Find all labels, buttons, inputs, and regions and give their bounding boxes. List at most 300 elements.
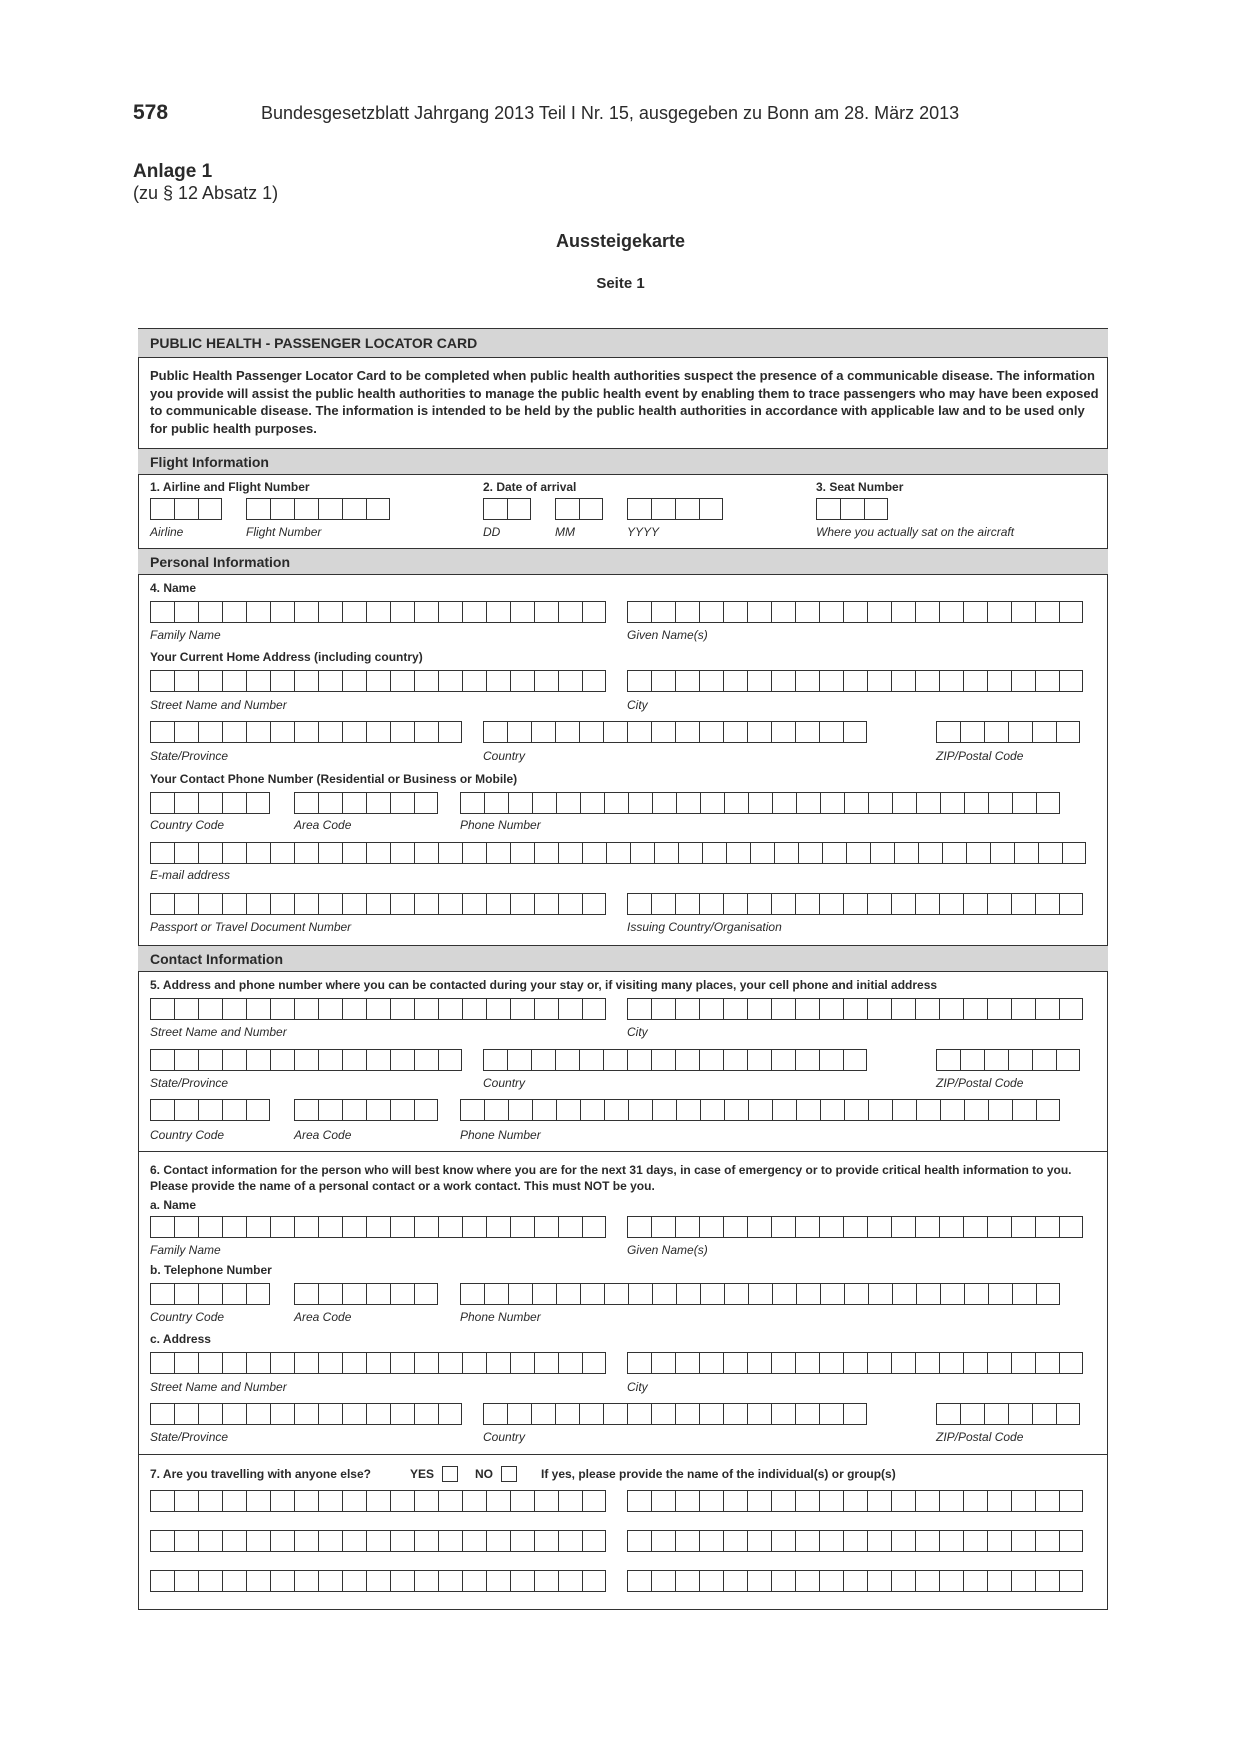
character-box[interactable] xyxy=(294,792,318,814)
character-box[interactable] xyxy=(651,1352,675,1374)
character-box[interactable] xyxy=(1035,893,1059,915)
character-box[interactable] xyxy=(675,601,699,623)
character-box[interactable] xyxy=(1035,1570,1059,1592)
character-box[interactable] xyxy=(414,1352,438,1374)
character-box[interactable] xyxy=(892,792,916,814)
character-box[interactable] xyxy=(939,1490,963,1512)
character-box[interactable] xyxy=(510,601,534,623)
character-box[interactable] xyxy=(582,893,606,915)
character-box[interactable] xyxy=(960,1049,984,1071)
character-box[interactable] xyxy=(963,670,987,692)
character-box[interactable] xyxy=(915,601,939,623)
character-box[interactable] xyxy=(555,498,579,520)
character-box[interactable] xyxy=(534,998,558,1020)
character-box[interactable] xyxy=(438,601,462,623)
character-box[interactable] xyxy=(1035,1352,1059,1374)
no-checkbox[interactable] xyxy=(501,1466,517,1482)
character-box[interactable] xyxy=(246,721,270,743)
character-box[interactable] xyxy=(246,998,270,1020)
character-box[interactable] xyxy=(510,1570,534,1592)
character-box[interactable] xyxy=(1014,842,1038,864)
character-box[interactable] xyxy=(342,998,366,1020)
character-box[interactable] xyxy=(675,1216,699,1238)
character-box[interactable] xyxy=(555,1049,579,1071)
character-box[interactable] xyxy=(390,1530,414,1552)
phone-country-code-input[interactable] xyxy=(150,792,270,814)
character-box[interactable] xyxy=(486,1530,510,1552)
character-box[interactable] xyxy=(1012,1099,1036,1121)
character-box[interactable] xyxy=(390,1490,414,1512)
home-street-input[interactable] xyxy=(150,670,606,692)
character-box[interactable] xyxy=(246,1049,270,1071)
character-box[interactable] xyxy=(486,998,510,1020)
character-box[interactable] xyxy=(892,1099,916,1121)
character-box[interactable] xyxy=(936,1403,960,1425)
character-box[interactable] xyxy=(462,842,486,864)
character-box[interactable] xyxy=(342,1216,366,1238)
stay-city-input[interactable] xyxy=(627,998,1083,1020)
character-box[interactable] xyxy=(891,670,915,692)
character-box[interactable] xyxy=(270,601,294,623)
character-box[interactable] xyxy=(747,998,771,1020)
character-box[interactable] xyxy=(294,498,318,520)
character-box[interactable] xyxy=(198,1283,222,1305)
character-box[interactable] xyxy=(891,893,915,915)
seat-number-input[interactable] xyxy=(816,498,888,520)
character-box[interactable] xyxy=(819,1216,843,1238)
character-box[interactable] xyxy=(699,670,723,692)
character-box[interactable] xyxy=(675,893,699,915)
character-box[interactable] xyxy=(748,792,772,814)
character-box[interactable] xyxy=(699,998,723,1020)
character-box[interactable] xyxy=(294,670,318,692)
character-box[interactable] xyxy=(510,1490,534,1512)
emergency-zip-input[interactable] xyxy=(936,1403,1080,1425)
character-box[interactable] xyxy=(699,498,723,520)
character-box[interactable] xyxy=(819,1490,843,1512)
character-box[interactable] xyxy=(1011,1490,1035,1512)
character-box[interactable] xyxy=(534,601,558,623)
emergency-given-names-input[interactable] xyxy=(627,1216,1083,1238)
character-box[interactable] xyxy=(651,1216,675,1238)
character-box[interactable] xyxy=(747,1570,771,1592)
character-box[interactable] xyxy=(558,1490,582,1512)
character-box[interactable] xyxy=(915,1216,939,1238)
character-box[interactable] xyxy=(318,1570,342,1592)
character-box[interactable] xyxy=(222,1570,246,1592)
character-box[interactable] xyxy=(484,792,508,814)
character-box[interactable] xyxy=(531,721,555,743)
character-box[interactable] xyxy=(819,1352,843,1374)
character-box[interactable] xyxy=(747,721,771,743)
character-box[interactable] xyxy=(1059,893,1083,915)
character-box[interactable] xyxy=(246,842,270,864)
character-box[interactable] xyxy=(747,893,771,915)
character-box[interactable] xyxy=(342,601,366,623)
character-box[interactable] xyxy=(795,1403,819,1425)
character-box[interactable] xyxy=(510,842,534,864)
character-box[interactable] xyxy=(963,1216,987,1238)
character-box[interactable] xyxy=(726,842,750,864)
character-box[interactable] xyxy=(414,1530,438,1552)
character-box[interactable] xyxy=(675,1530,699,1552)
character-box[interactable] xyxy=(651,1049,675,1071)
character-box[interactable] xyxy=(294,1403,318,1425)
character-box[interactable] xyxy=(294,1352,318,1374)
character-box[interactable] xyxy=(964,1283,988,1305)
character-box[interactable] xyxy=(414,998,438,1020)
character-box[interactable] xyxy=(916,1283,940,1305)
character-box[interactable] xyxy=(915,1490,939,1512)
character-box[interactable] xyxy=(198,1403,222,1425)
character-box[interactable] xyxy=(819,893,843,915)
character-box[interactable] xyxy=(484,1283,508,1305)
character-box[interactable] xyxy=(486,1352,510,1374)
character-box[interactable] xyxy=(843,1403,867,1425)
character-box[interactable] xyxy=(918,842,942,864)
character-box[interactable] xyxy=(414,1216,438,1238)
character-box[interactable] xyxy=(174,998,198,1020)
character-box[interactable] xyxy=(966,842,990,864)
character-box[interactable] xyxy=(915,998,939,1020)
character-box[interactable] xyxy=(651,721,675,743)
character-box[interactable] xyxy=(723,1570,747,1592)
character-box[interactable] xyxy=(510,670,534,692)
character-box[interactable] xyxy=(844,792,868,814)
character-box[interactable] xyxy=(198,1099,222,1121)
character-box[interactable] xyxy=(723,1352,747,1374)
character-box[interactable] xyxy=(699,1352,723,1374)
character-box[interactable] xyxy=(390,1216,414,1238)
character-box[interactable] xyxy=(891,601,915,623)
airline-input[interactable] xyxy=(150,498,222,520)
character-box[interactable] xyxy=(963,893,987,915)
character-box[interactable] xyxy=(438,998,462,1020)
character-box[interactable] xyxy=(342,792,366,814)
family-name-input[interactable] xyxy=(150,601,606,623)
character-box[interactable] xyxy=(724,1283,748,1305)
character-box[interactable] xyxy=(796,792,820,814)
character-box[interactable] xyxy=(582,1530,606,1552)
character-box[interactable] xyxy=(675,998,699,1020)
character-box[interactable] xyxy=(771,601,795,623)
character-box[interactable] xyxy=(318,498,342,520)
character-box[interactable] xyxy=(486,1216,510,1238)
character-box[interactable] xyxy=(652,1099,676,1121)
passport-number-input[interactable] xyxy=(150,893,606,915)
character-box[interactable] xyxy=(651,1490,675,1512)
character-box[interactable] xyxy=(750,842,774,864)
character-box[interactable] xyxy=(555,1403,579,1425)
character-box[interactable] xyxy=(723,721,747,743)
emergency-area-code-input[interactable] xyxy=(294,1283,438,1305)
companion-2-right-input[interactable] xyxy=(627,1530,1083,1552)
character-box[interactable] xyxy=(867,1352,891,1374)
character-box[interactable] xyxy=(819,1530,843,1552)
character-box[interactable] xyxy=(627,1352,651,1374)
character-box[interactable] xyxy=(1059,1352,1083,1374)
character-box[interactable] xyxy=(676,1099,700,1121)
character-box[interactable] xyxy=(819,1570,843,1592)
character-box[interactable] xyxy=(555,721,579,743)
character-box[interactable] xyxy=(174,1403,198,1425)
character-box[interactable] xyxy=(1056,1403,1080,1425)
character-box[interactable] xyxy=(867,998,891,1020)
character-box[interactable] xyxy=(390,893,414,915)
character-box[interactable] xyxy=(724,792,748,814)
character-box[interactable] xyxy=(723,1049,747,1071)
character-box[interactable] xyxy=(700,1099,724,1121)
character-box[interactable] xyxy=(390,792,414,814)
character-box[interactable] xyxy=(651,670,675,692)
character-box[interactable] xyxy=(366,1049,390,1071)
character-box[interactable] xyxy=(627,998,651,1020)
character-box[interactable] xyxy=(150,1403,174,1425)
character-box[interactable] xyxy=(1059,998,1083,1020)
given-names-input[interactable] xyxy=(627,601,1083,623)
character-box[interactable] xyxy=(507,1403,531,1425)
character-box[interactable] xyxy=(627,1570,651,1592)
character-box[interactable] xyxy=(867,893,891,915)
character-box[interactable] xyxy=(366,1099,390,1121)
character-box[interactable] xyxy=(987,670,1011,692)
character-box[interactable] xyxy=(483,721,507,743)
character-box[interactable] xyxy=(936,1049,960,1071)
character-box[interactable] xyxy=(318,1049,342,1071)
character-box[interactable] xyxy=(936,721,960,743)
character-box[interactable] xyxy=(318,1490,342,1512)
character-box[interactable] xyxy=(558,998,582,1020)
stay-phone-input[interactable] xyxy=(460,1099,1060,1121)
character-box[interactable] xyxy=(627,1049,651,1071)
character-box[interactable] xyxy=(580,792,604,814)
character-box[interactable] xyxy=(414,1490,438,1512)
character-box[interactable] xyxy=(820,1283,844,1305)
character-box[interactable] xyxy=(984,1049,1008,1071)
character-box[interactable] xyxy=(606,842,630,864)
character-box[interactable] xyxy=(699,721,723,743)
character-box[interactable] xyxy=(366,1283,390,1305)
character-box[interactable] xyxy=(1008,721,1032,743)
character-box[interactable] xyxy=(246,893,270,915)
character-box[interactable] xyxy=(342,1283,366,1305)
character-box[interactable] xyxy=(390,1570,414,1592)
character-box[interactable] xyxy=(795,721,819,743)
character-box[interactable] xyxy=(390,1049,414,1071)
character-box[interactable] xyxy=(390,842,414,864)
yes-checkbox[interactable] xyxy=(442,1466,458,1482)
character-box[interactable] xyxy=(534,893,558,915)
character-box[interactable] xyxy=(222,893,246,915)
character-box[interactable] xyxy=(582,670,606,692)
character-box[interactable] xyxy=(556,1099,580,1121)
character-box[interactable] xyxy=(510,893,534,915)
character-box[interactable] xyxy=(988,792,1012,814)
character-box[interactable] xyxy=(532,1099,556,1121)
character-box[interactable] xyxy=(960,721,984,743)
character-box[interactable] xyxy=(1059,1490,1083,1512)
character-box[interactable] xyxy=(222,1352,246,1374)
character-box[interactable] xyxy=(246,601,270,623)
character-box[interactable] xyxy=(414,670,438,692)
character-box[interactable] xyxy=(771,1352,795,1374)
character-box[interactable] xyxy=(294,998,318,1020)
character-box[interactable] xyxy=(150,842,174,864)
character-box[interactable] xyxy=(222,1216,246,1238)
character-box[interactable] xyxy=(534,1352,558,1374)
character-box[interactable] xyxy=(844,1283,868,1305)
character-box[interactable] xyxy=(796,1099,820,1121)
character-box[interactable] xyxy=(150,601,174,623)
character-box[interactable] xyxy=(843,721,867,743)
character-box[interactable] xyxy=(342,1403,366,1425)
character-box[interactable] xyxy=(867,1490,891,1512)
character-box[interactable] xyxy=(747,1216,771,1238)
character-box[interactable] xyxy=(270,1216,294,1238)
character-box[interactable] xyxy=(222,1099,246,1121)
companion-2-left-input[interactable] xyxy=(150,1530,606,1552)
character-box[interactable] xyxy=(342,842,366,864)
character-box[interactable] xyxy=(438,721,462,743)
character-box[interactable] xyxy=(198,1049,222,1071)
character-box[interactable] xyxy=(963,1570,987,1592)
character-box[interactable] xyxy=(222,792,246,814)
character-box[interactable] xyxy=(676,1283,700,1305)
character-box[interactable] xyxy=(294,1570,318,1592)
character-box[interactable] xyxy=(795,1490,819,1512)
character-box[interactable] xyxy=(366,721,390,743)
character-box[interactable] xyxy=(270,893,294,915)
character-box[interactable] xyxy=(627,721,651,743)
character-box[interactable] xyxy=(940,1283,964,1305)
character-box[interactable] xyxy=(939,1216,963,1238)
phone-area-code-input[interactable] xyxy=(294,792,438,814)
stay-country-input[interactable] xyxy=(483,1049,867,1071)
character-box[interactable] xyxy=(627,1403,651,1425)
character-box[interactable] xyxy=(222,670,246,692)
character-box[interactable] xyxy=(150,1099,174,1121)
emergency-city-input[interactable] xyxy=(627,1352,1083,1374)
character-box[interactable] xyxy=(246,1283,270,1305)
character-box[interactable] xyxy=(1011,1570,1035,1592)
stay-country-code-input[interactable] xyxy=(150,1099,270,1121)
character-box[interactable] xyxy=(628,1283,652,1305)
character-box[interactable] xyxy=(772,1099,796,1121)
character-box[interactable] xyxy=(438,842,462,864)
character-box[interactable] xyxy=(366,893,390,915)
character-box[interactable] xyxy=(747,1403,771,1425)
character-box[interactable] xyxy=(414,842,438,864)
character-box[interactable] xyxy=(246,1352,270,1374)
character-box[interactable] xyxy=(867,1216,891,1238)
character-box[interactable] xyxy=(366,998,390,1020)
character-box[interactable] xyxy=(771,1570,795,1592)
character-box[interactable] xyxy=(270,1490,294,1512)
character-box[interactable] xyxy=(795,601,819,623)
character-box[interactable] xyxy=(699,1049,723,1071)
character-box[interactable] xyxy=(486,1570,510,1592)
character-box[interactable] xyxy=(868,1283,892,1305)
character-box[interactable] xyxy=(150,893,174,915)
character-box[interactable] xyxy=(579,1403,603,1425)
character-box[interactable] xyxy=(987,1352,1011,1374)
character-box[interactable] xyxy=(987,1570,1011,1592)
character-box[interactable] xyxy=(318,1403,342,1425)
character-box[interactable] xyxy=(987,1490,1011,1512)
character-box[interactable] xyxy=(819,601,843,623)
character-box[interactable] xyxy=(390,670,414,692)
character-box[interactable] xyxy=(534,1490,558,1512)
character-box[interactable] xyxy=(390,1352,414,1374)
character-box[interactable] xyxy=(582,1570,606,1592)
character-box[interactable] xyxy=(246,1530,270,1552)
home-country-input[interactable] xyxy=(483,721,867,743)
character-box[interactable] xyxy=(318,1352,342,1374)
character-box[interactable] xyxy=(294,1530,318,1552)
character-box[interactable] xyxy=(246,1216,270,1238)
character-box[interactable] xyxy=(960,1403,984,1425)
character-box[interactable] xyxy=(174,792,198,814)
character-box[interactable] xyxy=(939,1530,963,1552)
character-box[interactable] xyxy=(579,498,603,520)
character-box[interactable] xyxy=(916,1099,940,1121)
character-box[interactable] xyxy=(150,498,174,520)
character-box[interactable] xyxy=(294,721,318,743)
character-box[interactable] xyxy=(531,1049,555,1071)
character-box[interactable] xyxy=(318,670,342,692)
character-box[interactable] xyxy=(723,670,747,692)
character-box[interactable] xyxy=(414,893,438,915)
character-box[interactable] xyxy=(390,1099,414,1121)
flight-number-input[interactable] xyxy=(246,498,390,520)
character-box[interactable] xyxy=(628,792,652,814)
character-box[interactable] xyxy=(222,1490,246,1512)
character-box[interactable] xyxy=(940,1099,964,1121)
character-box[interactable] xyxy=(843,1216,867,1238)
character-box[interactable] xyxy=(438,893,462,915)
character-box[interactable] xyxy=(174,601,198,623)
character-box[interactable] xyxy=(939,601,963,623)
character-box[interactable] xyxy=(868,792,892,814)
character-box[interactable] xyxy=(1032,721,1056,743)
character-box[interactable] xyxy=(1011,998,1035,1020)
character-box[interactable] xyxy=(366,1490,390,1512)
character-box[interactable] xyxy=(747,1490,771,1512)
character-box[interactable] xyxy=(414,601,438,623)
character-box[interactable] xyxy=(150,998,174,1020)
character-box[interactable] xyxy=(870,842,894,864)
character-box[interactable] xyxy=(342,1530,366,1552)
character-box[interactable] xyxy=(558,1216,582,1238)
character-box[interactable] xyxy=(318,1099,342,1121)
character-box[interactable] xyxy=(747,1352,771,1374)
character-box[interactable] xyxy=(796,1283,820,1305)
character-box[interactable] xyxy=(723,893,747,915)
character-box[interactable] xyxy=(342,498,366,520)
character-box[interactable] xyxy=(318,842,342,864)
character-box[interactable] xyxy=(582,1352,606,1374)
character-box[interactable] xyxy=(198,721,222,743)
character-box[interactable] xyxy=(534,1570,558,1592)
character-box[interactable] xyxy=(700,1283,724,1305)
character-box[interactable] xyxy=(675,670,699,692)
character-box[interactable] xyxy=(174,842,198,864)
arrival-day-input[interactable] xyxy=(483,498,531,520)
character-box[interactable] xyxy=(819,1403,843,1425)
character-box[interactable] xyxy=(843,1049,867,1071)
character-box[interactable] xyxy=(174,1216,198,1238)
character-box[interactable] xyxy=(150,1570,174,1592)
